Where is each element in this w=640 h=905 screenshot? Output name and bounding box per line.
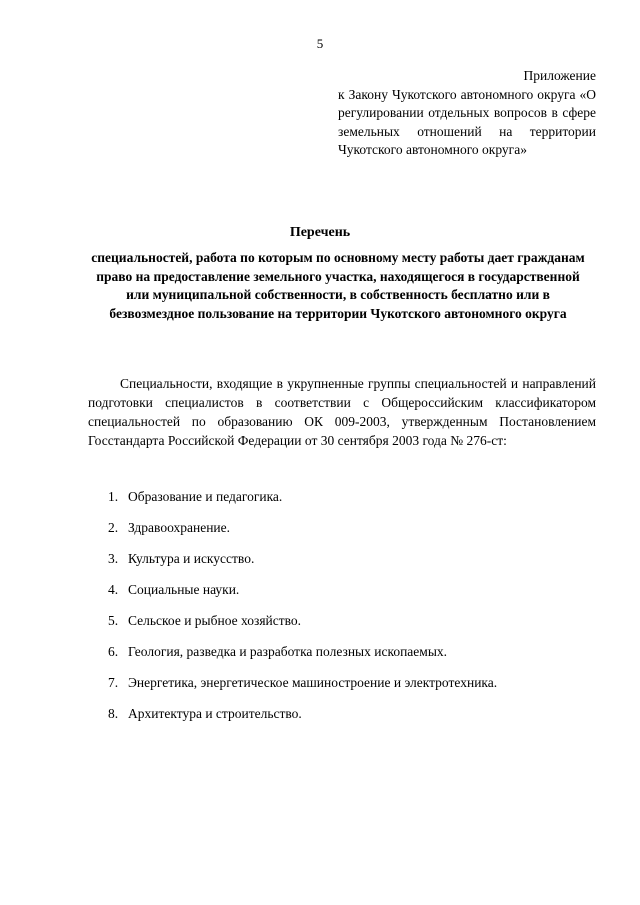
- intro-paragraph: Специальности, входящие в укрупненные группы специальностей и направлений подготовки специалистов в соответствии с Общероссийским классификатором специальностей по образованию ОК 009-2003, утвержденным Постановлением Госстандарта Российской Федерации от 30 сентября 2003 года № 276-ст:: [88, 376, 596, 448]
- list-item: [108, 519, 588, 550]
- list-item: [108, 705, 588, 736]
- list-item: [108, 674, 588, 705]
- list-item-text: Образование и педагогика.: [128, 489, 283, 504]
- document-subtitle: специальностей, работа по которым по основному месту работы дает гражданам право на предоставление земельного участка, находящегося в государственной или муниципальной собственности, в собственность бесплатно или в безвозмездное пользование на территории Чукотского автономного округа: [91, 250, 585, 321]
- specialty-list: [108, 488, 588, 736]
- page-number: 5: [316, 36, 324, 51]
- list-item: [108, 550, 588, 581]
- appendix-reference: к Закону Чукотского автономного округа «О регулировании отдельных вопросов в сфере земельных отношений на территории Чукотского автономного округа»: [338, 86, 596, 157]
- list-item-number: 3.: [108, 551, 119, 566]
- appendix-heading: [338, 67, 596, 160]
- list-item-number: 2.: [108, 520, 119, 535]
- list-item-number: 1.: [108, 489, 119, 504]
- list-item-text: Архитектура и строительство.: [128, 706, 302, 721]
- list-item-text: Культура и искусство.: [128, 551, 255, 566]
- list-item: [108, 643, 588, 674]
- list-item: [108, 581, 588, 612]
- list-item-text: Энергетика, энергетическое машиностроение и электротехника.: [128, 675, 498, 690]
- list-item-number: 8.: [108, 706, 119, 721]
- list-item: [108, 612, 588, 643]
- document-title: Перечень: [289, 225, 351, 240]
- list-item-number: 7.: [108, 675, 119, 690]
- list-item: [108, 488, 588, 519]
- appendix-title: Приложение: [523, 68, 596, 83]
- list-item-number: 5.: [108, 613, 119, 628]
- list-item-number: 4.: [108, 582, 119, 597]
- list-item-number: 6.: [108, 644, 119, 659]
- list-item-text: Сельское и рыбное хозяйство.: [128, 613, 302, 628]
- list-item-text: Геология, разведка и разработка полезных ископаемых.: [128, 644, 448, 659]
- list-item-text: Социальные науки.: [128, 582, 240, 597]
- list-item-text: Здравоохранение.: [128, 520, 231, 535]
